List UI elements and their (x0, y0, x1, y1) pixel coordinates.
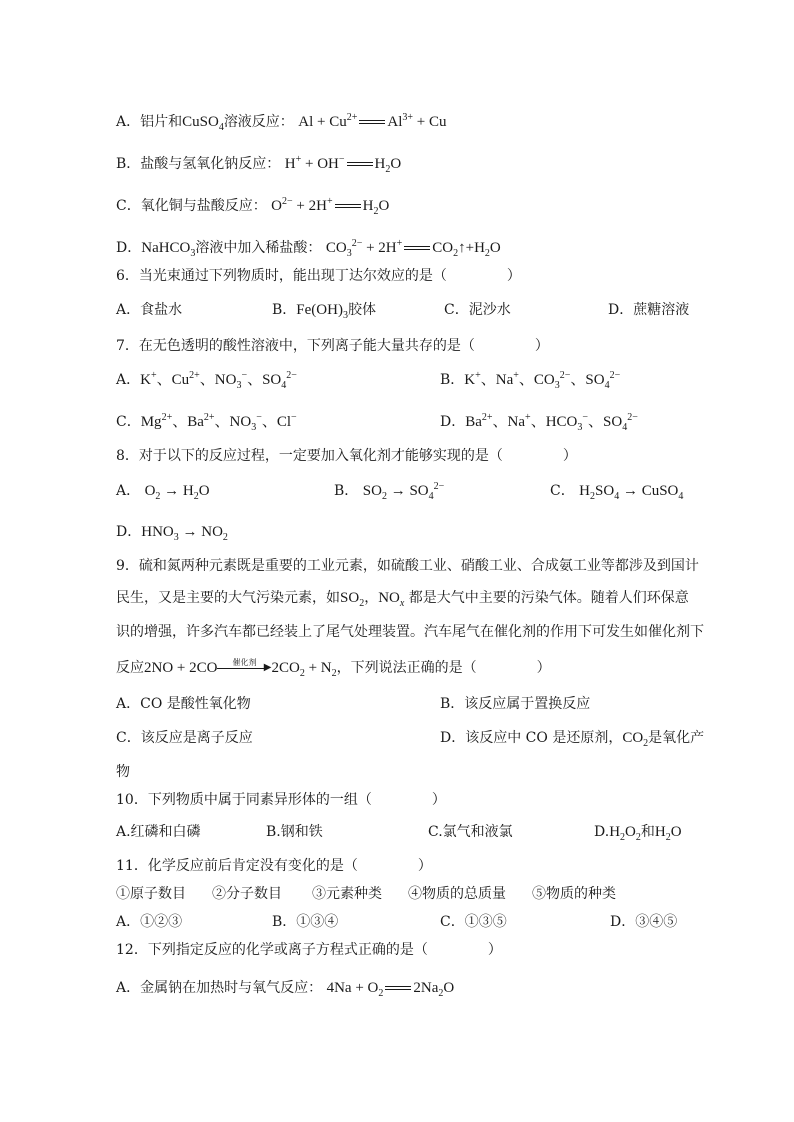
q6-option-d: D．蔗糖溶液 (608, 302, 690, 318)
q5-option-d: D．NaHCO$_3$溶液中加入稀盐酸： $CO_3^{2-} + 2H^+$ $CO_2↑+H_2O$ (116, 238, 501, 259)
q9-stem-line3: 识的增强，许多汽车都已经装上了尾气处理装置。汽车尾气在催化剂的作用下可发生如催化剂下 (116, 624, 704, 640)
q7-option-d: D．$Ba^{2+}$、Na+、$HCO_3^-$、$SO_4^{2-}$ (440, 412, 638, 433)
equation-q5b: H+ + OH− $H_2O$ (284, 154, 402, 175)
q6-option-a: A．食盐水 (116, 302, 183, 318)
q10-option-b: B.钢和铁 (266, 824, 323, 840)
q9-option-d: D．该反应中 CO 是还原剂，$CO_2$是氧化产 (440, 730, 705, 749)
q12-option-a: A．金属钠在加热时与氧气反应： $4Na + O_2$ $2Na_2O$ (116, 980, 455, 999)
equation-q12a: $4Na + O_2$ $2Na_2O$ (326, 980, 455, 999)
q11-option-b: B．①③④ (272, 914, 339, 930)
q6-option-b: B．$Fe(OH)_3$胶体 (272, 302, 376, 321)
q9-stem-line1: 9．硫和氮两种元素既是重要的工业元素，如硫酸工业、硝酸工业、合成氨工业等都涉及到国计 (116, 558, 699, 574)
q9-stem-line4: 反应2NO + 2CO 催化剂 ▶ $2CO_2 + N_2$，下列说法正确的是（ ） (116, 658, 551, 679)
formula-cuso4: CuSO$_4$ (182, 114, 224, 133)
q10-stem: 10．下列物质中属于同素异形体的一组（ ） (116, 792, 446, 808)
q8-option-d: D．$HNO_3 \to NO_2$ (116, 524, 228, 543)
equation-q5c: $O^{2-} + 2H^+$ $H_2O$ (271, 196, 390, 217)
q5-option-c: C．氧化铜与盐酸反应： $O^{2-} + 2H^+$ $H_2O$ (116, 196, 390, 217)
q9-option-d-wrap: 物 (116, 764, 130, 780)
q7-stem: 7．在无色透明的酸性溶液中，下列离子能大量共存的是（ ） (116, 338, 549, 354)
q9-option-a: A．CO 是酸性氧化物 (116, 696, 251, 712)
q9-option-c: C．该反应是离子反应 (116, 730, 253, 746)
equation-q5d: $CO_3^{2-} + 2H^+$ $CO_2↑+H_2O$ (325, 238, 501, 259)
q11-option-a: A．①②③ (116, 914, 183, 930)
q7-option-a: A．K+、$Cu^{2+}$、$NO_3^-$、$SO_4^{2-}$ (116, 370, 297, 391)
q9-stem-line2: 民生，又是主要的大气污染元素，如$SO_2$，$NO_x$ 都是大气中主要的污染气体。随着人们环保意 (116, 590, 689, 609)
q11-item-5: ⑤物质的种类 (532, 886, 616, 902)
q6-option-c: C．泥沙水 (444, 302, 511, 318)
q7-option-c: C．$Mg^{2+}$、$Ba^{2+}$、$NO_3^-$、Cl− (116, 412, 297, 433)
q11-option-c: C．①③⑤ (440, 914, 507, 930)
q8-option-a: A． $O_2 \to H_2O$ (116, 483, 210, 502)
q11-item-2: ②分子数目 (212, 886, 282, 902)
q8-stem: 8．对于以下的反应过程，一定要加入氧化剂才能够实现的是（ ） (116, 448, 577, 464)
formula-nahco3: NaHCO$_3$ (141, 240, 196, 259)
q11-item-4: ④物质的总质量 (408, 886, 506, 902)
catalyst-arrow: 催化剂 ▶ (217, 661, 271, 675)
q9-option-b: B．该反应属于置换反应 (440, 696, 591, 712)
q11-option-d: D．③④⑤ (610, 914, 678, 930)
q5-option-b: B．盐酸与氢氧化钠反应： H+ + OH− $H_2O$ (116, 154, 402, 175)
q12-stem: 12．下列指定反应的化学或离子方程式正确的是（ ） (116, 942, 502, 958)
q11-item-3: ③元素种类 (312, 886, 382, 902)
q11-item-1: ①原子数目 (116, 886, 186, 902)
q10-option-c: C.氯气和液氯 (428, 824, 513, 840)
q7-option-b: B．K+、Na+、$CO_3^{2-}$、$SO_4^{2-}$ (440, 370, 621, 391)
q8-option-c: C． $H_2SO_4$ → CuSO$_4$ (550, 483, 684, 502)
q11-stem: 11．化学反应前后肯定没有变化的是（ ） (116, 858, 432, 874)
q10-option-d: $D.H_2O_2$和$H_2O$ (594, 824, 682, 843)
q8-option-b: B． $SO_2 \to SO_4^{2-}$ (334, 481, 445, 502)
q10-option-a: A.红磷和白磷 (116, 824, 201, 840)
formula-feoh3: $Fe(OH)_3$ (296, 302, 348, 321)
equation-q5a: $Al + Cu^{2+}$ $Al^{3+} + Cu$ (298, 112, 447, 130)
q6-stem: 6．当光束通过下列物质时，能出现丁达尔效应的是（ ） (116, 268, 521, 284)
q5-option-a: A．铝片和CuSO$_4$溶液反应： $Al + Cu^{2+}$ $Al^{3+} + Cu$ (116, 112, 447, 133)
